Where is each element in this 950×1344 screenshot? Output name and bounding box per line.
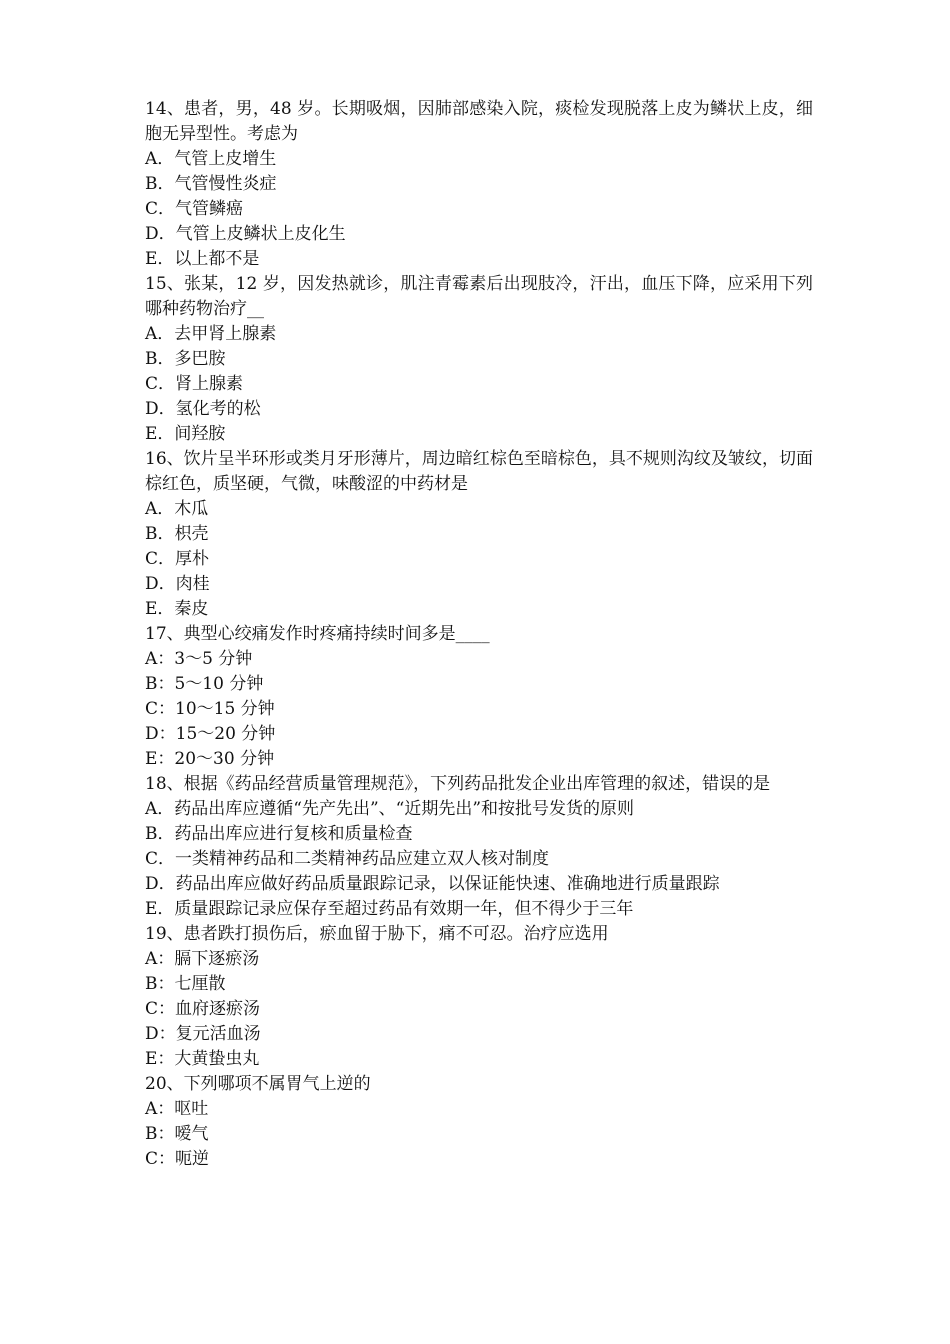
- option-c: C：血府逐瘀汤: [145, 999, 261, 1019]
- option-d: D．气管上皮鳞状上皮化生: [145, 224, 346, 244]
- question-15: [145, 272, 813, 447]
- option-b: B：嗳气: [145, 1124, 209, 1144]
- option-d: D．肉桂: [145, 574, 210, 594]
- option-a: A：3～5 分钟: [145, 649, 253, 669]
- option-a: A．气管上皮增生: [145, 149, 277, 169]
- question-20: [145, 1072, 813, 1172]
- question-stem: 17、典型心绞痛发作时疼痛持续时间多是____: [145, 624, 490, 644]
- option-list: [145, 797, 813, 922]
- option-b: B：七厘散: [145, 974, 226, 994]
- option-e: E．以上都不是: [145, 249, 260, 269]
- option-e: E．质量跟踪记录应保存至超过药品有效期一年，但不得少于三年: [145, 899, 634, 919]
- option-c: C．气管鳞癌: [145, 199, 244, 219]
- document-page: [145, 97, 813, 1172]
- option-c: C．肾上腺素: [145, 374, 244, 394]
- option-c: C．厚朴: [145, 549, 210, 569]
- option-d: D：15～20 分钟: [145, 724, 276, 744]
- option-c: C：呃逆: [145, 1149, 210, 1169]
- option-d: D：复元活血汤: [145, 1024, 261, 1044]
- question-stem: 15、张某，12 岁，因发热就诊，肌注青霉素后出现肢冷，汗出，血压下降，应采用下列哪种药物治疗__: [145, 274, 813, 319]
- option-list: [145, 1097, 813, 1172]
- option-d: D．氢化考的松: [145, 399, 261, 419]
- question-14: [145, 97, 813, 272]
- question-19: [145, 922, 813, 1072]
- question-stem: 20、下列哪项不属胃气上逆的: [145, 1074, 371, 1094]
- option-a: A．木瓜: [145, 499, 209, 519]
- option-list: [145, 647, 813, 772]
- question-stem: 19、患者跌打损伤后，瘀血留于胁下，痛不可忍。治疗应选用: [145, 924, 609, 944]
- option-b: B．气管慢性炎症: [145, 174, 277, 194]
- option-e: E：20～30 分钟: [145, 749, 275, 769]
- option-b: B．药品出库应进行复核和质量检查: [145, 824, 413, 844]
- option-c: C．一类精神药品和二类精神药品应建立双人核对制度: [145, 849, 550, 869]
- option-a: A：膈下逐瘀汤: [145, 949, 260, 969]
- question-stem: 18、根据《药品经营质量管理规范》，下列药品批发企业出库管理的叙述，错误的是: [145, 774, 771, 794]
- option-list: [145, 147, 813, 272]
- question-stem: 16、饮片呈半环形或类月牙形薄片，周边暗红棕色至暗棕色，具不规则沟纹及皱纹，切面棕红色，质坚硬，气微，味酸涩的中药材是: [145, 449, 813, 494]
- option-e: E．间羟胺: [145, 424, 226, 444]
- option-d: D．药品出库应做好药品质量跟踪记录，以保证能快速、准确地进行质量跟踪: [145, 874, 720, 894]
- option-list: [145, 947, 813, 1072]
- option-c: C：10～15 分钟: [145, 699, 275, 719]
- option-e: E：大黄蛰虫丸: [145, 1049, 260, 1069]
- option-list: [145, 497, 813, 622]
- option-b: B．枳壳: [145, 524, 209, 544]
- option-a: A．药品出库应遵循“先产先出”、“近期先出”和按批号发货的原则: [145, 799, 635, 819]
- option-e: E．秦皮: [145, 599, 209, 619]
- option-list: [145, 322, 813, 447]
- option-b: B．多巴胺: [145, 349, 226, 369]
- option-a: A．去甲肾上腺素: [145, 324, 277, 344]
- question-17: [145, 622, 813, 772]
- question-stem: 14、患者，男，48 岁。长期吸烟，因肺部感染入院，痰检发现脱落上皮为鳞状上皮，细胞无异型性。考虑为: [145, 99, 813, 144]
- option-b: B：5～10 分钟: [145, 674, 264, 694]
- question-16: [145, 447, 813, 622]
- option-a: A：呕吐: [145, 1099, 209, 1119]
- question-18: [145, 772, 813, 922]
